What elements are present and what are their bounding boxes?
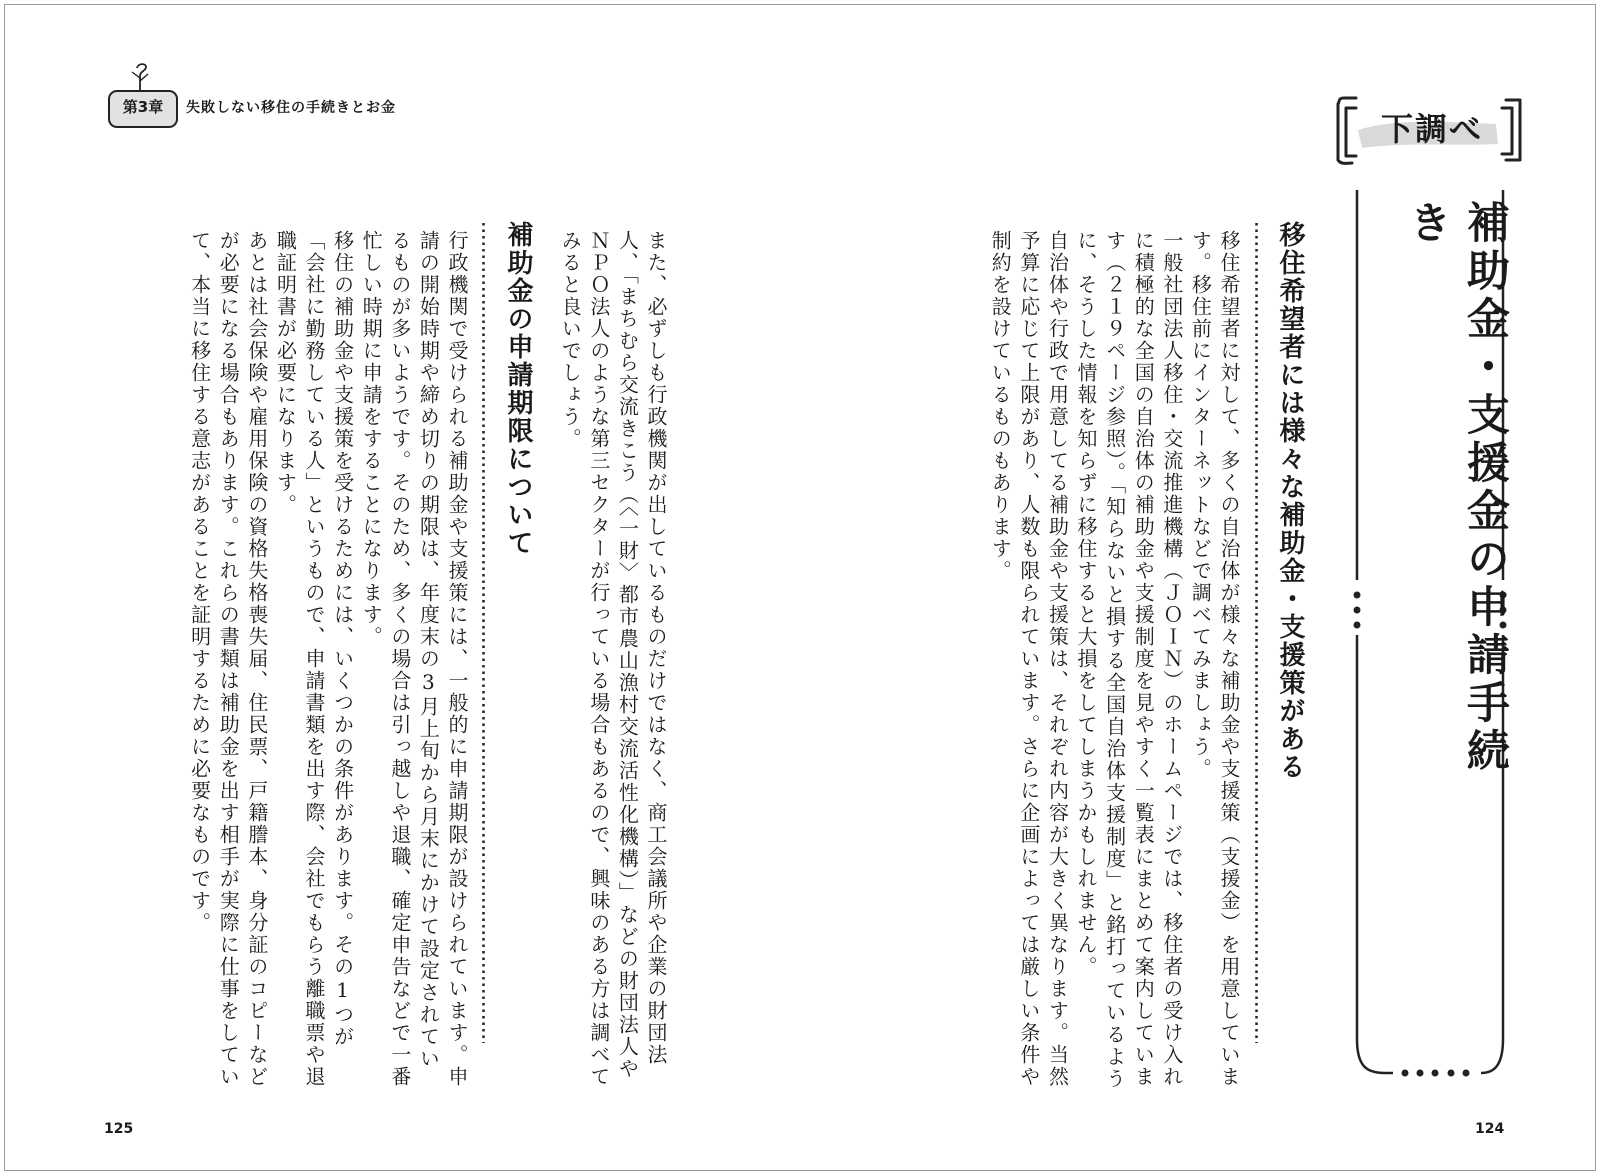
page-number: 125: [104, 1121, 134, 1137]
book-spread: [4, 4, 1596, 1171]
section-tag: 下調べ: [1380, 110, 1483, 148]
paragraph: 一般社団法人移住・交流推進機構（ＪＯＩＮ）のホームページでは、移住者の受け入れに積極的な全国の自治体の補助金や支援制度を見やすく一覧表にまとめて案内しています（２１９ページ参照）。「知らないと損する全国自治体支援制度」と銘打っているように、そうした情報を知らずに移住すると大損をしてしまうかもしれません。: [1074, 230, 1184, 1090]
page-number: 124: [1475, 1121, 1505, 1137]
section-heading: 移住希望者には様々な補助金・支援策がある: [1275, 221, 1305, 781]
paragraph: あとは社会保険や雇用保険の資格失格喪失届、住民票、戸籍謄本、身分証のコピーなどが必要になる場合もあります。これらの書類は補助金を出す相手が実際に仕事をしていて、本当に移住する意志があることを証明するために必要なものです。: [187, 230, 269, 1088]
paragraph: 行政機関で受けられる補助金や支援策には、一般的に申請期限が設けられています。申請の開始時期や締め切りの期限は、年度末の3月上旬から月末にかけて設定されているものが多いようです。そのため、多くの場合は引っ越しや退職、確定申告などで一番忙しい時期に申請をすることになります。: [359, 230, 469, 1088]
body-main: [111, 230, 471, 1090]
main-title: 補助金・支援金の申請手続き: [1402, 200, 1510, 776]
paragraph: 移住希望者に対して、多くの自治体が様々な補助金や支援策（支援金）を用意しています。移住前にインターネットなどで調べてみましょう。: [1188, 230, 1241, 1088]
section-heading: 補助金の申請期限について: [503, 221, 533, 557]
dotted-divider: [482, 223, 485, 1043]
dotted-divider: [1255, 223, 1258, 1043]
paragraph: 移住の補助金や支援策を受けるためには、いくつかの条件があります。その1つが「会社に勤務している人」というもので、申請書類を出す際、会社でもらう離職票や退職証明書が必要になります。: [273, 230, 355, 1088]
paragraph: 自治体や行政で用意してる補助金や支援策は、それぞれ内容が大きく異なります。当然予算に応じて上限があり、人数も限られています。さらに企画によっては厳しい条件や制約を設けているものもあります。: [988, 230, 1070, 1088]
chapter-title: 失敗しない移住の手続きとお金: [186, 100, 396, 116]
right-body: [905, 230, 1243, 1090]
paragraph: また、必ずしも行政機関が出しているものだけではなく、商工会議所や企業の財団法人、「まちむら交流きこう（〈一財〉都市農山漁村交流活性化機構）」などの財団法人やＮＰＯ法人のような第三セクターが行っている場合もあるので、興味のある方は調べてみると良いでしょう。: [558, 230, 668, 1088]
chapter-badge: 第3章: [108, 90, 178, 128]
